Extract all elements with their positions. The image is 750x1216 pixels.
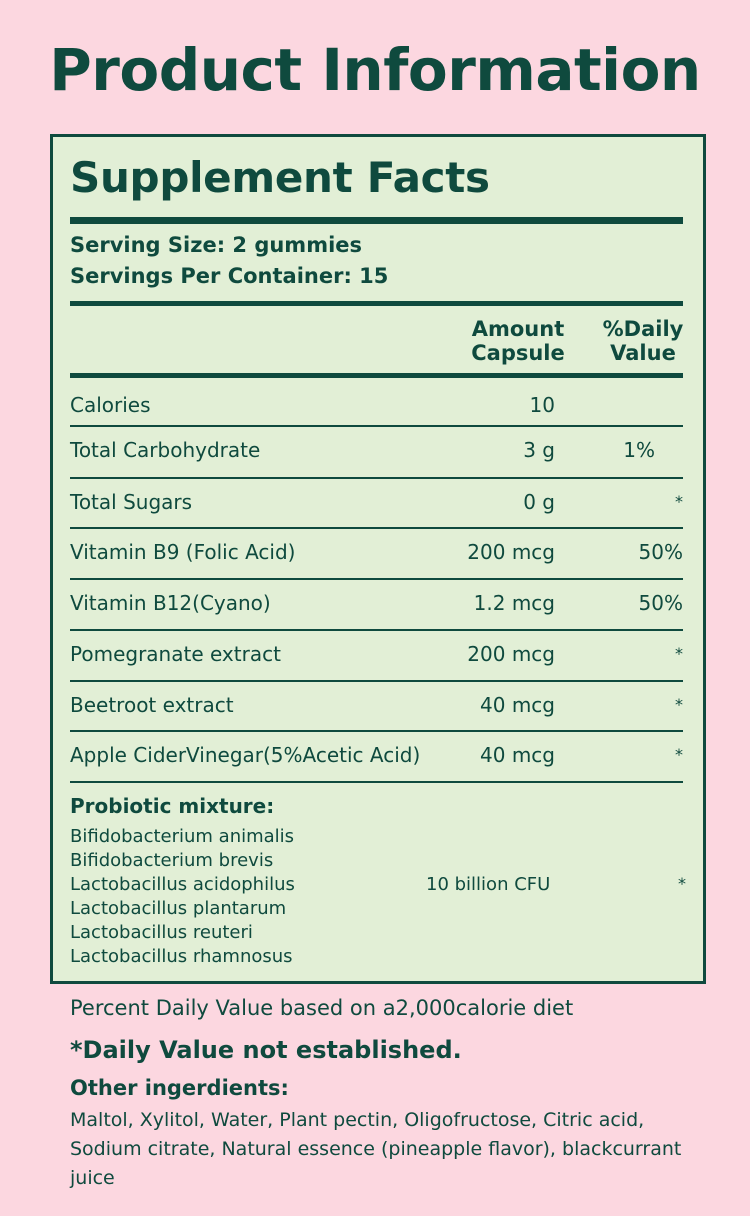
nutrient-name: Pomegranate extract — [70, 642, 281, 666]
dv-header-line2: Value — [610, 341, 676, 365]
nutrient-name: Calories — [70, 393, 151, 417]
divider — [70, 373, 683, 378]
list-item: Lactobacillus reuteri — [70, 922, 253, 943]
nutrient-amount: 10 — [529, 393, 555, 417]
other-ingredients-heading: Other ingerdients: — [70, 1076, 289, 1100]
nutrient-name: Vitamin B12(Cyano) — [70, 591, 271, 615]
row-divider — [70, 781, 683, 783]
nutrient-name: Vitamin B9 (Folic Acid) — [70, 540, 296, 564]
probiotic-strain-list — [70, 825, 295, 969]
list-item: Bifidobacterium animalis — [70, 826, 295, 847]
divider — [70, 301, 683, 306]
table-row — [70, 629, 683, 679]
table-row — [70, 680, 683, 730]
amount-header-line1: Amount — [471, 317, 565, 341]
daily-value-column-header — [583, 317, 703, 365]
table-row — [70, 578, 683, 628]
probiotic-heading: Probiotic mixture: — [70, 794, 275, 818]
amount-column-header — [453, 317, 583, 365]
list-item: Lactobacillus plantarum — [70, 898, 287, 919]
amount-header-line2: Capsule — [471, 341, 565, 365]
facts-title: Supplement Facts — [70, 153, 490, 202]
thick-divider — [70, 217, 683, 224]
nutrient-amount: 3 g — [523, 438, 555, 462]
nutrient-amount: 0 g — [523, 490, 555, 514]
nutrient-name: Total Carbohydrate — [70, 438, 261, 462]
nutrient-name: Total Sugars — [70, 490, 193, 514]
table-row — [70, 730, 683, 780]
nutrient-dv: * — [675, 695, 683, 714]
supplement-facts-panel — [50, 134, 706, 984]
list-item: Lactobacillus acidophilus — [70, 874, 295, 895]
table-row — [70, 477, 683, 527]
dv-not-established-note: *Daily Value not established. — [70, 1036, 462, 1064]
percent-dv-note: Percent Daily Value based on a2,000calorie diet — [70, 996, 574, 1020]
nutrient-dv: * — [675, 644, 683, 663]
nutrient-amount: 200 mcg — [467, 642, 555, 666]
nutrient-dv: 50% — [638, 540, 683, 564]
servings-per-container: Servings Per Container: 15 — [70, 264, 389, 288]
nutrient-dv: * — [675, 492, 683, 511]
nutrient-name: Beetroot extract — [70, 693, 234, 717]
nutrient-amount: 200 mcg — [467, 540, 555, 564]
page-title: Product Information — [49, 36, 701, 104]
nutrient-name: Apple CiderVinegar(5%Acetic Acid) — [70, 743, 421, 767]
nutrient-amount: 1.2 mcg — [473, 591, 555, 615]
probiotic-dv: * — [678, 874, 686, 893]
nutrient-amount: 40 mcg — [480, 693, 555, 717]
nutrient-dv: * — [675, 745, 683, 764]
nutrient-amount: 40 mcg — [480, 743, 555, 767]
serving-size: Serving Size: 2 gummies — [70, 233, 363, 257]
dv-header-line1: %Daily — [602, 317, 684, 341]
other-ingredients-list: Maltol, Xylitol, Water, Plant pectin, Oligofructose, Citric acid, Sodium citrate, Natural essence (pineapple flavor), blackcurrant juice — [70, 1109, 682, 1189]
list-item: Lactobacillus rhamnosus — [70, 946, 293, 967]
nutrient-dv: 50% — [638, 591, 683, 615]
list-item: Bifidobacterium brevis — [70, 850, 274, 871]
probiotic-amount: 10 billion CFU — [426, 874, 551, 895]
table-row — [70, 527, 683, 577]
table-row — [70, 425, 683, 475]
table-row — [70, 380, 683, 430]
nutrient-dv: 1% — [623, 438, 655, 462]
